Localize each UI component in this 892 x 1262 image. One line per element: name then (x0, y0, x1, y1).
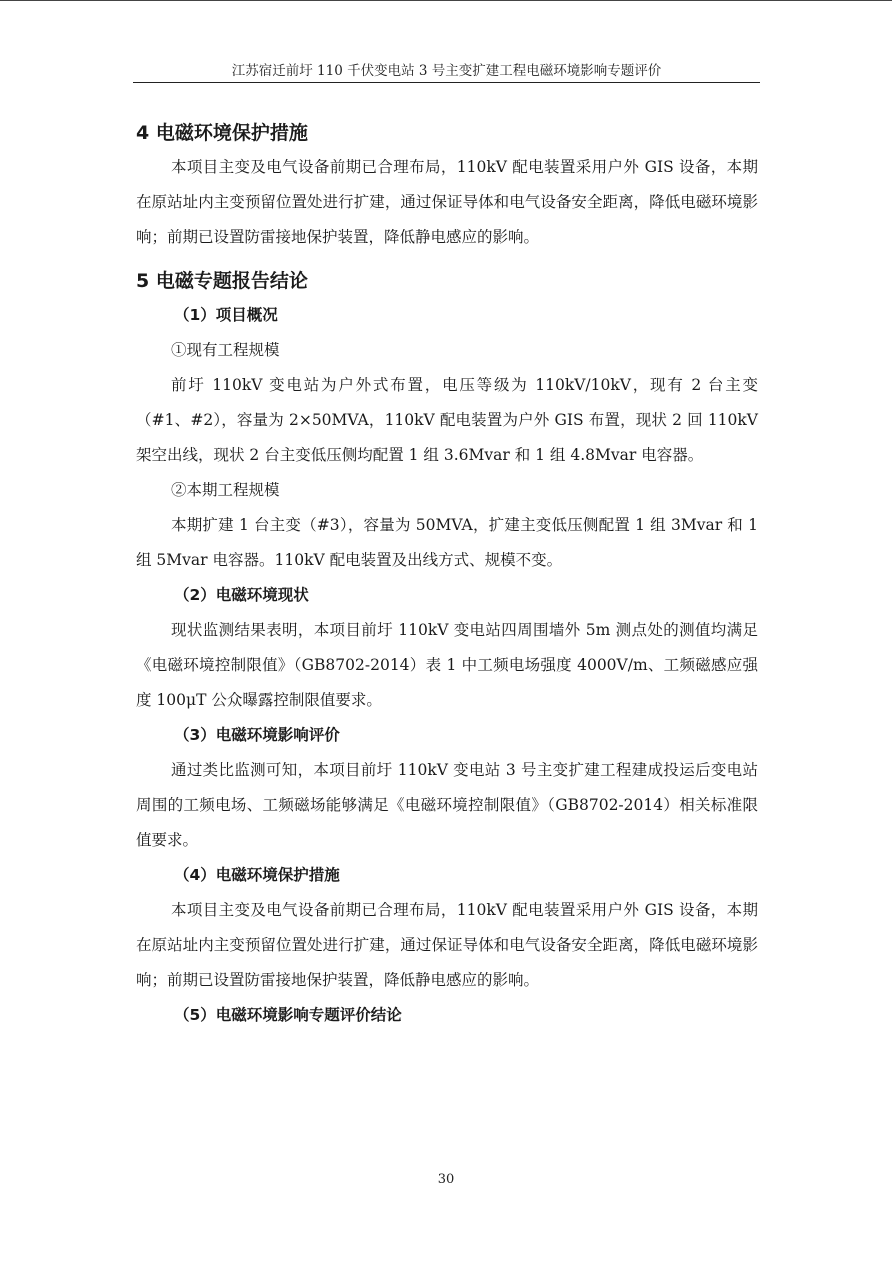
section-4-paragraph: 本项目主变及电气设备前期已合理布局，110kV 配电装置采用户外 GIS 设备，本期在原站址内主变预留位置处进行扩建，通过保证导体和电气设备安全距离，降低电磁环境影响；前期已设置防雷接地保护装置，降低静电感应的影响。 (136, 158, 758, 246)
running-header: 江苏宿迁前圩 110 千伏变电站 3 号主变扩建工程电磁环境影响专题评价 (231, 63, 662, 79)
existing-scale-label: ①现有工程规模 (171, 341, 280, 359)
subsection-5-heading: （5）电磁环境影响专题评价结论 (174, 1006, 402, 1024)
subsection-2-paragraph: 现状监测结果表明，本项目前圩 110kV 变电站四周围墙外 5m 测点处的测值均满足《电磁环境控制限值》（GB8702-2014）表 1 中工频电场强度 4000V/m、工频磁感应强度 100μT 公众曝露控制限值要求。 (136, 621, 758, 709)
section-5-heading: 5 电磁专题报告结论 (136, 270, 308, 292)
page-number: 30 (437, 1172, 455, 1187)
page-top-border (0, 0, 892, 1)
subsection-3-heading: （3）电磁环境影响评价 (174, 726, 340, 744)
subsection-4-heading: （4）电磁环境保护措施 (174, 866, 340, 884)
existing-scale-paragraph: 前圩 110kV 变电站为户外式布置，电压等级为 110kV/10kV，现有 2 台主变（#1、#2），容量为 2×50MVA，110kV 配电装置为户外 GIS 布置，现状 2 回 110kV 架空出线，现状 2 台主变低压侧均配置 1 组 3.6Mvar 和 1 组 4.8Mvar 电容器。 (136, 376, 758, 464)
current-scale-label: ②本期工程规模 (171, 481, 280, 499)
subsection-1-heading: （1）项目概况 (174, 306, 278, 324)
document-body (136, 116, 758, 1033)
subsection-3-paragraph: 通过类比监测可知，本项目前圩 110kV 变电站 3 号主变扩建工程建成投运后变电站周围的工频电场、工频磁场能够满足《电磁环境控制限值》（GB8702-2014）相关标准限值要求。 (136, 761, 758, 849)
section-4-heading: 4 电磁环境保护措施 (136, 122, 308, 144)
current-scale-paragraph: 本期扩建 1 台主变（#3），容量为 50MVA，扩建主变低压侧配置 1 组 3Mvar 和 1 组 5Mvar 电容器。110kV 配电装置及出线方式、规模不变。 (136, 516, 758, 569)
header-rule (133, 82, 760, 83)
subsection-2-heading: （2）电磁环境现状 (174, 586, 309, 604)
subsection-4-paragraph: 本项目主变及电气设备前期已合理布局，110kV 配电装置采用户外 GIS 设备，本期在原站址内主变预留位置处进行扩建，通过保证导体和电气设备安全距离，降低电磁环境影响；前期已设置防雷接地保护装置，降低静电感应的影响。 (136, 901, 758, 989)
